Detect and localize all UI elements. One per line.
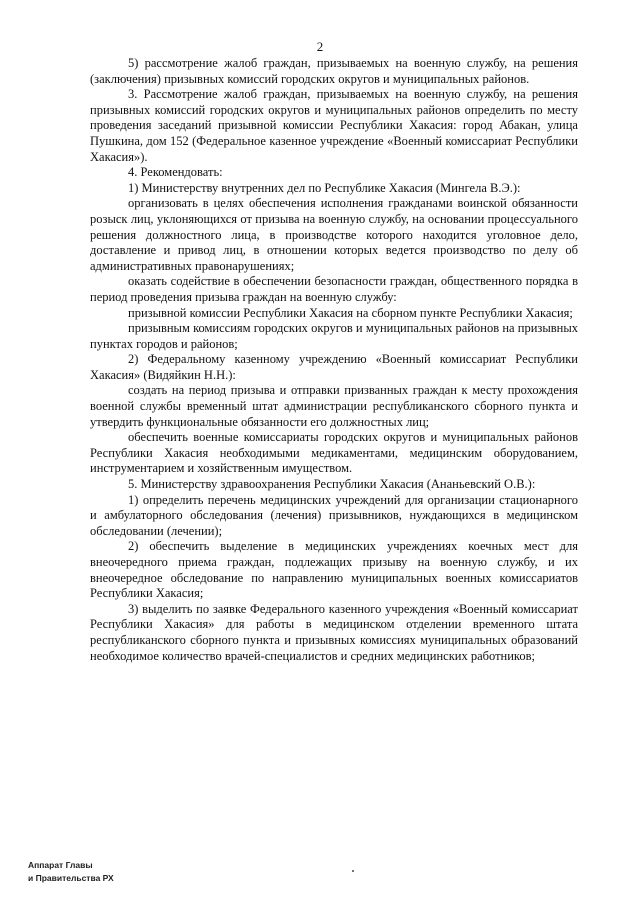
footer-line-1: Аппарат Главы — [28, 860, 93, 870]
footer-line-2: и Правительства РХ — [28, 873, 114, 883]
paragraph-district-commissions: призывным комиссиям городских округов и муниципальных районов на призывных пунктах городов и районов; — [90, 321, 578, 351]
paragraph-4-recommend: 4. Рекомендовать: — [128, 165, 223, 180]
paragraph-organize-search: организовать в целях обеспечения исполнения гражданами воинской обязанности розыск лиц, уклоняющихся от призыва на военную службу, на основании процессуального решения должностного лица, в производстве которого находится уголовное дело, доставление и привод лиц, в отношении которых ведется производство по делу об административных правонарушениях; — [90, 196, 578, 273]
page-number: 2 — [316, 39, 324, 54]
paragraph-5-1-medical-list: 1) определить перечень медицинских учреждений для организации стационарного и амбулаторного обследования (лечения) призывников, нуждающихся в медицинском обследовании (лечении); — [90, 492, 578, 538]
paragraph-item-5-complaints: 5) рассмотрение жалоб граждан, призываемых на военную службу, на решения (заключения) призывных комиссий городских округов и муниципальных районов. — [90, 56, 578, 86]
paragraph-5-ministry-health: 5. Министерству здравоохранения Республики Хакасия (Ананьевский О.В.): — [128, 477, 536, 492]
paragraph-ensure-safety: оказать содействие в обеспечении безопасности граждан, общественного порядка в период проведения призыва граждан на военную службу: — [90, 274, 578, 304]
paragraph-republic-commission: призывной комиссии Республики Хакасия на сборном пункте Республики Хакасия; — [128, 305, 573, 320]
paragraph-3-complaints-location: 3. Рассмотрение жалоб граждан, призываемых на военную службу, на решения призывных комиссий городских округов и муниципальных районов определить по месту проведения заседаний призывной комиссии Республики Хакасия: город Абакан, улица Пушкина, дом 152 (Федеральное казенное учреждение «Военный комиссариат Республики Хакасия»). — [90, 87, 578, 164]
scan-speck — [352, 870, 354, 872]
paragraph-5-2-hospital-beds: 2) обеспечить выделение в медицинских учреждениях коечных мест для внеочередного приема граждан, подлежащих призыву на военную службу, и их внеочередное обследование по направлению муниципальных военных комиссариатов Республики Хакасия; — [90, 539, 578, 601]
footer-stamp — [28, 859, 114, 885]
paragraph-5-3-medical-staff: 3) выделить по заявке Федерального казенного учреждения «Военный комиссариат Республики Хакасия» для работы в медицинском отделении временного штата республиканского сборного пункта и призывных комиссиях муниципальных образований необходимое количество врачей-специалистов и средних медицинских работников; — [90, 601, 578, 663]
paragraph-4-2-military-commissariat: 2) Федеральному казенному учреждению «Военный комиссариат Республики Хакасия» (Видяйкин Н.Н.): — [90, 352, 578, 382]
paragraph-4-1-ministry-interior: 1) Министерству внутренних дел по Республике Хакасия (Мингела В.Э.): — [128, 180, 521, 195]
paragraph-provide-supplies: обеспечить военные комиссариаты городских округов и муниципальных районов Республики Хакасия необходимыми медикаментами, медицинским оборудованием, инструментарием и хозяйственным имуществом. — [90, 430, 578, 476]
paragraph-create-staff: создать на период призыва и отправки призванных граждан к месту прохождения военной службы временный штат администрации республиканского сборного пункта и утвердить функциональные обязанности его должностных лиц; — [90, 383, 578, 429]
document-body — [90, 56, 578, 664]
